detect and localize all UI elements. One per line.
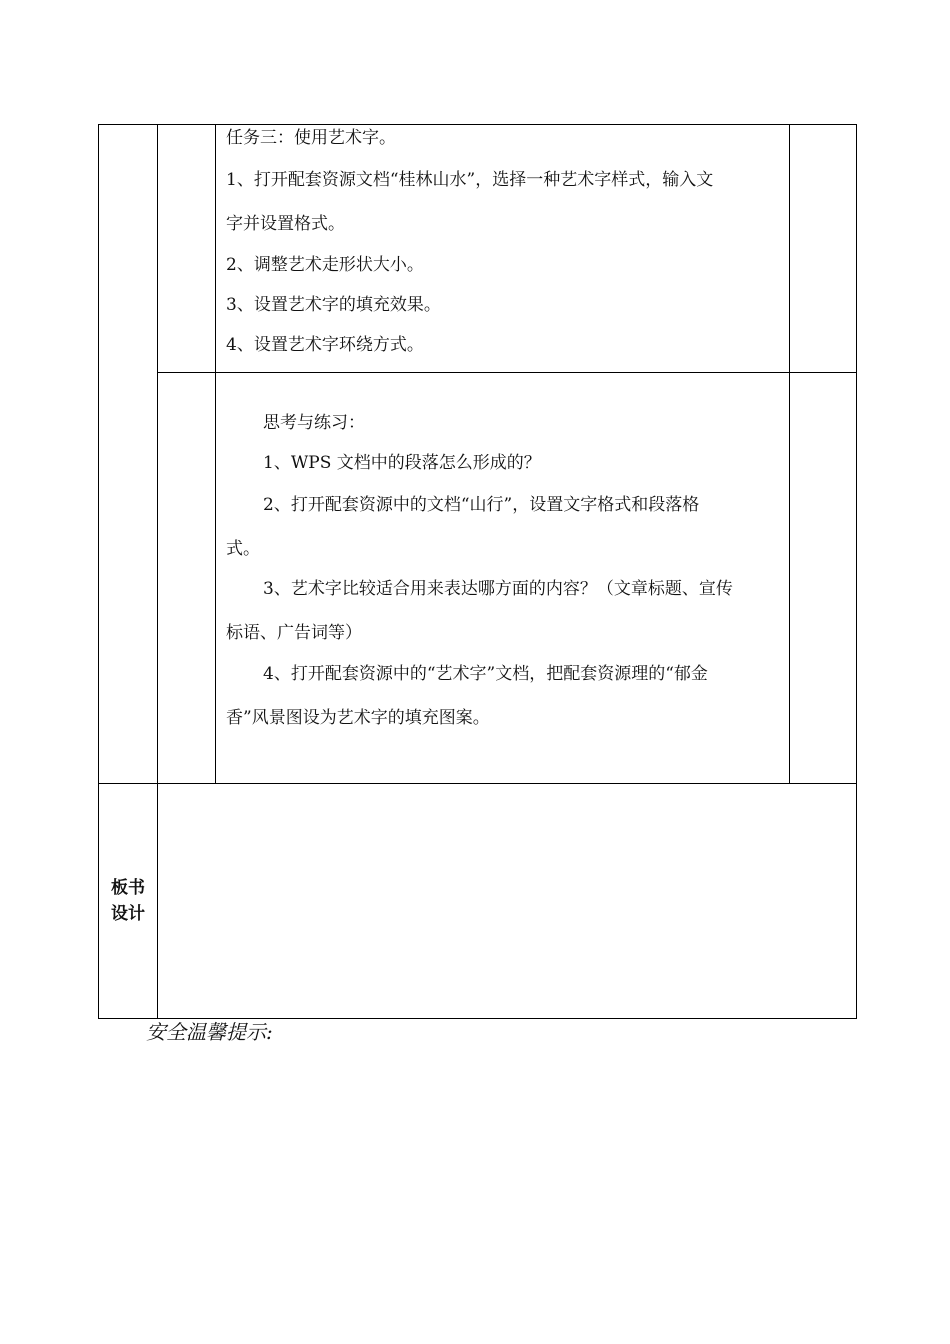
task3-item1-line2: 字并设置格式。: [226, 214, 345, 234]
practice-q1: 1、WPS 文档中的段落怎么形成的？: [263, 453, 541, 473]
column-divider-1: [157, 124, 158, 1019]
board-design-label: [99, 875, 157, 927]
practice-q3-line1: 3、艺术字比较适合用来表达哪方面的内容？（文章标题、宣传: [263, 579, 733, 599]
task3-title: 任务三：使用艺术字。: [226, 128, 396, 148]
table-top-border: [98, 124, 857, 125]
column-divider-3: [789, 124, 790, 784]
task3-item1-line1: 1、打开配套资源文档“桂林山水”，选择一种艺术字样式，输入文: [226, 170, 714, 190]
practice-q4-line1: 4、打开配套资源中的“艺术字”文档，把配套资源理的“郁金: [263, 664, 708, 684]
safety-tip-note: 安全温馨提示:: [146, 1020, 273, 1044]
row-divider-task3: [157, 372, 857, 373]
column-divider-2: [215, 124, 216, 784]
practice-q2-line1: 2、打开配套资源中的文档“山行”，设置文字格式和段落格: [263, 495, 700, 515]
practice-q4-line2: 香”风景图设为艺术字的填充图案。: [226, 708, 490, 728]
board-label-line2: 设计: [111, 904, 145, 924]
table-right-border: [856, 124, 857, 1019]
practice-title: 思考与练习：: [263, 413, 365, 433]
board-label-line1: 板书: [111, 878, 145, 898]
task3-item2: 2、调整艺术走形状大小。: [226, 255, 424, 275]
row-divider-board: [98, 783, 857, 784]
task3-item3: 3、设置艺术字的填充效果。: [226, 295, 441, 315]
practice-q2-line2: 式。: [226, 539, 260, 559]
practice-q3-line2: 标语、广告词等）: [226, 623, 362, 643]
task3-item4: 4、设置艺术字环绕方式。: [226, 335, 424, 355]
